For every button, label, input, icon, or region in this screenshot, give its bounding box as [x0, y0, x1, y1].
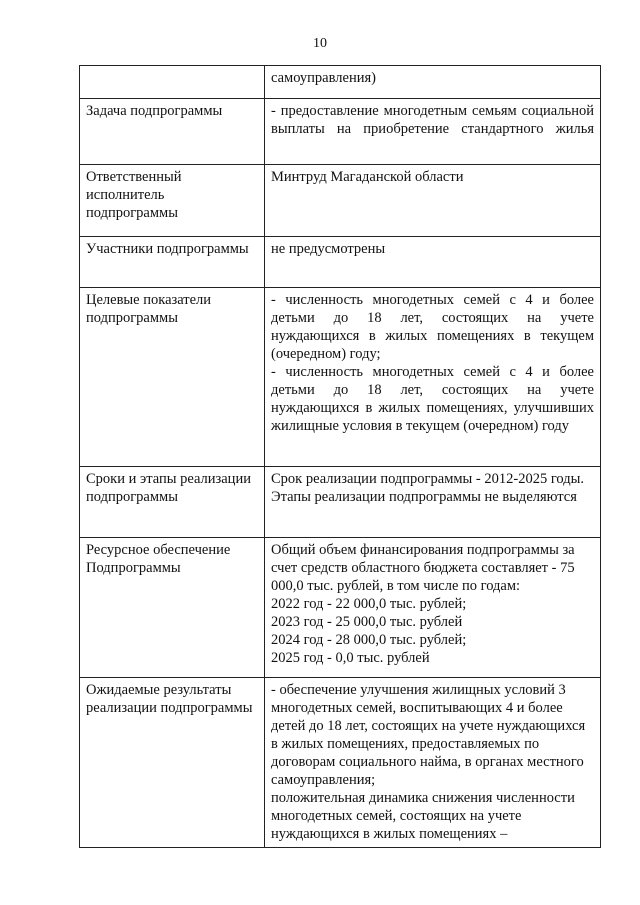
value-paragraph: - численность многодетных семей с 4 и более детьми до 18 лет, состоящих на учете нуждающихся в жилых помещениях, улучшивших жилищные условия в текущем (очередном) году [271, 364, 594, 434]
value-paragraph: Общий объем финансирования подпрограммы за счет средств областного бюджета составляет - 75 000,0 тыс. рублей, в том числе по годам: [271, 542, 575, 594]
table-row [80, 237, 601, 288]
value-paragraph: - численность многодетных семей с 4 и более детьми до 18 лет, состоящих на учете нуждающихся в жилых помещениях в текущем (очередном) году; [271, 292, 594, 362]
value-paragraph: 2024 год - 28 000,0 тыс. рублей; [271, 632, 467, 648]
value-paragraph: Минтруд Магаданской области [271, 169, 464, 185]
row-value [265, 467, 601, 538]
row-label [80, 66, 265, 99]
value-paragraph: 2025 год - 0,0 тыс. рублей [271, 650, 430, 666]
table-row [80, 538, 601, 678]
table-row [80, 467, 601, 538]
value-paragraph: 2022 год - 22 000,0 тыс. рублей; [271, 596, 467, 612]
table-row [80, 99, 601, 165]
row-label: Ожидаемые результаты реализации подпрограммы [80, 678, 265, 848]
row-label: Задача подпрограммы [80, 99, 265, 165]
row-label: Ответственный исполнитель подпрограммы [80, 165, 265, 237]
row-label: Ресурсное обеспечение Подпрограммы [80, 538, 265, 678]
value-paragraph: - обеспечение улучшения жилищных условий 3 многодетных семей, воспитывающих 4 и более детей до 18 лет, состоящих на учете нуждающихся в жилых помещениях, предоставляемых по договорам социального найма, в органах местного самоуправления; [271, 682, 586, 788]
row-value [265, 165, 601, 237]
value-paragraph: - предоставление многодетным семьям социальной выплаты на приобретение стандартного жилья [271, 103, 594, 137]
subprogram-passport-table [79, 65, 601, 848]
row-value [265, 66, 601, 99]
row-value [265, 99, 601, 165]
row-value [265, 288, 601, 467]
row-label: Сроки и этапы реализации подпрограммы [80, 467, 265, 538]
row-label: Участники подпрограммы [80, 237, 265, 288]
row-value [265, 538, 601, 678]
value-paragraph: 2023 год - 25 000,0 тыс. рублей [271, 614, 463, 630]
value-paragraph: самоуправления) [271, 70, 376, 86]
table-row [80, 66, 601, 99]
table-row [80, 678, 601, 848]
table-row [80, 165, 601, 237]
value-paragraph: положительная динамика снижения численности многодетных семей, состоящих на учете нуждающихся в жилых помещениях – [271, 790, 575, 842]
row-value [265, 237, 601, 288]
value-paragraph: Срок реализации подпрограммы - 2012-2025 годы. Этапы реализации подпрограммы не выделяются [271, 471, 584, 505]
value-paragraph: не предусмотрены [271, 241, 386, 257]
row-label: Целевые показатели подпрограммы [80, 288, 265, 467]
page-number: 10 [313, 36, 327, 51]
row-value [265, 678, 601, 848]
table-row [80, 288, 601, 467]
